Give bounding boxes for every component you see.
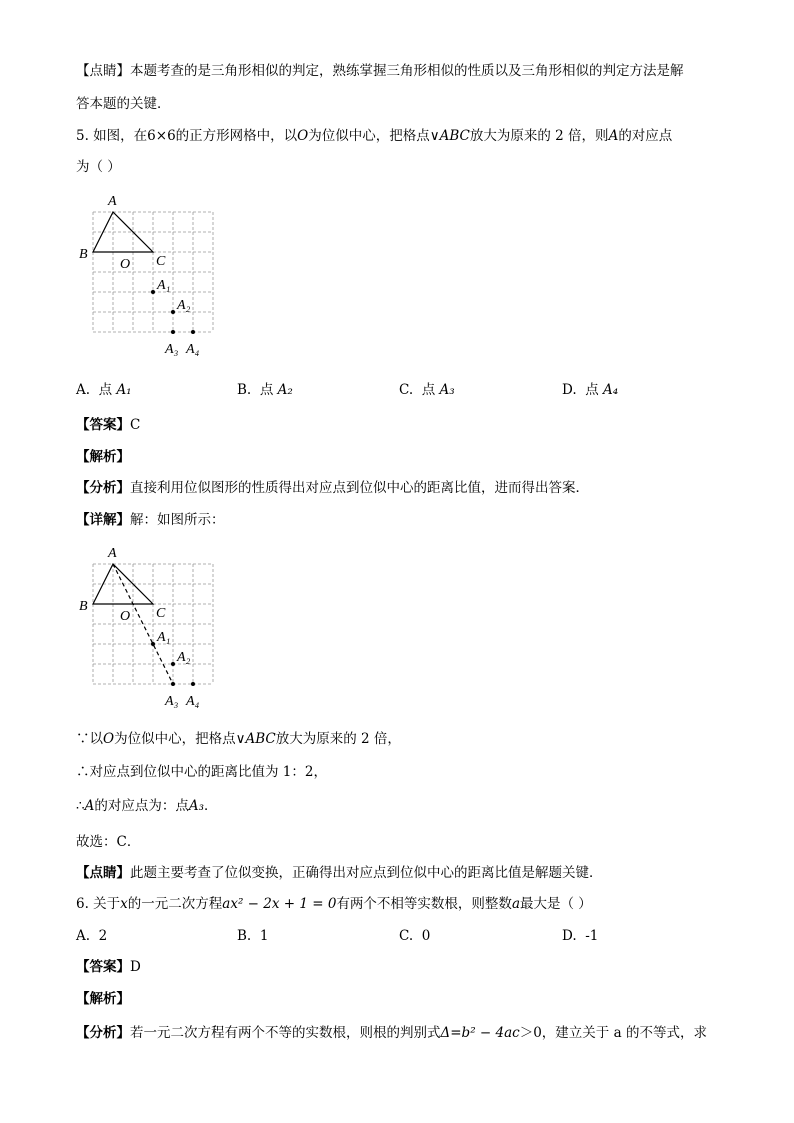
label-b: B bbox=[79, 599, 88, 614]
label-c: C bbox=[156, 254, 166, 269]
q6-option-b[interactable]: B. 1 bbox=[237, 928, 269, 944]
label-a: A bbox=[108, 194, 117, 209]
q6-stem: 6. 关于x的一元二次方程ax² − 2x + 1 = 0有两个不相等实数根，则整数a最大是（ ） bbox=[76, 896, 592, 912]
point-a2 bbox=[171, 662, 175, 666]
label-o: O bbox=[120, 609, 131, 624]
label-a2: A₂ bbox=[177, 298, 191, 313]
point-a3 bbox=[171, 330, 175, 334]
point-a4 bbox=[191, 330, 195, 334]
label-a4: A₄ bbox=[186, 694, 200, 709]
q5-analysis-heading: 【解析】 bbox=[76, 449, 130, 465]
q5-choice: 故选：C． bbox=[76, 834, 141, 850]
point-a1 bbox=[151, 290, 155, 294]
q4-dianjing-line1: 【点睛】本题考查的是三角形相似的判定，熟练掌握三角形相似的性质以及三角形相似的判定方法是解 bbox=[76, 63, 684, 79]
q5-step-1: ∵以O为位似中心，把格点∨ABC放大为原来的 2 倍， bbox=[76, 731, 401, 747]
q5-dianjing: 【点睛】此题主要考查了位似变换，正确得出对应点到位似中心的距离比值是解题关键． bbox=[76, 865, 603, 881]
q6-analysis-heading: 【解析】 bbox=[76, 991, 130, 1007]
label-a1: A₁ bbox=[157, 630, 171, 645]
q5-option-d[interactable]: D. 点 A₄ bbox=[562, 382, 619, 398]
q5-step-3: ∴A的对应点为：点A₃． bbox=[76, 798, 218, 814]
q5-detail: 【详解】解：如图所示： bbox=[76, 512, 225, 528]
label-a4: A₄ bbox=[186, 342, 200, 357]
q6-fenxi: 【分析】若一元二次方程有两个不等的实数根，则根的判别式Δ=b² − 4ac＞0，建立关于 a 的不等式，求 bbox=[76, 1025, 707, 1041]
label-c: C bbox=[156, 606, 166, 621]
point-a1 bbox=[151, 642, 155, 646]
q4-dianjing-line2: 答本题的关键． bbox=[76, 96, 171, 112]
q6-option-d[interactable]: D. -1 bbox=[562, 928, 599, 944]
q5-solution-figure bbox=[76, 542, 226, 712]
label-o: O bbox=[120, 257, 131, 272]
q5-grid-figure bbox=[76, 190, 226, 360]
label-b: B bbox=[79, 247, 88, 262]
q5-option-b[interactable]: B. 点 A₂ bbox=[237, 382, 293, 398]
label-a3: A₃ bbox=[165, 694, 179, 709]
q5-answer: 【答案】C bbox=[76, 417, 141, 433]
q6-option-c[interactable]: C. 0 bbox=[399, 928, 431, 944]
label-a2: A₂ bbox=[177, 650, 191, 665]
point-a2 bbox=[171, 310, 175, 314]
q6-answer: 【答案】D bbox=[76, 959, 141, 975]
q6-option-a[interactable]: A. 2 bbox=[76, 928, 108, 944]
label-a1: A₁ bbox=[157, 278, 171, 293]
q5-step-2: ∴对应点到位似中心的距离比值为 1：2， bbox=[76, 764, 327, 780]
q5-option-a[interactable]: A. 点 A₁ bbox=[76, 382, 132, 398]
point-a3 bbox=[171, 682, 175, 686]
label-a3: A₃ bbox=[165, 342, 179, 357]
q5-stem-line1: 5. 如图，在6×6的正方形网格中，以O为位似中心，把格点∨ABC放大为原来的 2 倍，则A的对应点 bbox=[76, 128, 673, 144]
label-a: A bbox=[108, 546, 117, 561]
q5-option-c[interactable]: C. 点 A₃ bbox=[399, 382, 455, 398]
q5-fenxi: 【分析】直接利用位似图形的性质得出对应点到位似中心的距离比值，进而得出答案． bbox=[76, 480, 589, 496]
point-a4 bbox=[191, 682, 195, 686]
q5-stem-line2: 为（ ） bbox=[76, 159, 121, 175]
